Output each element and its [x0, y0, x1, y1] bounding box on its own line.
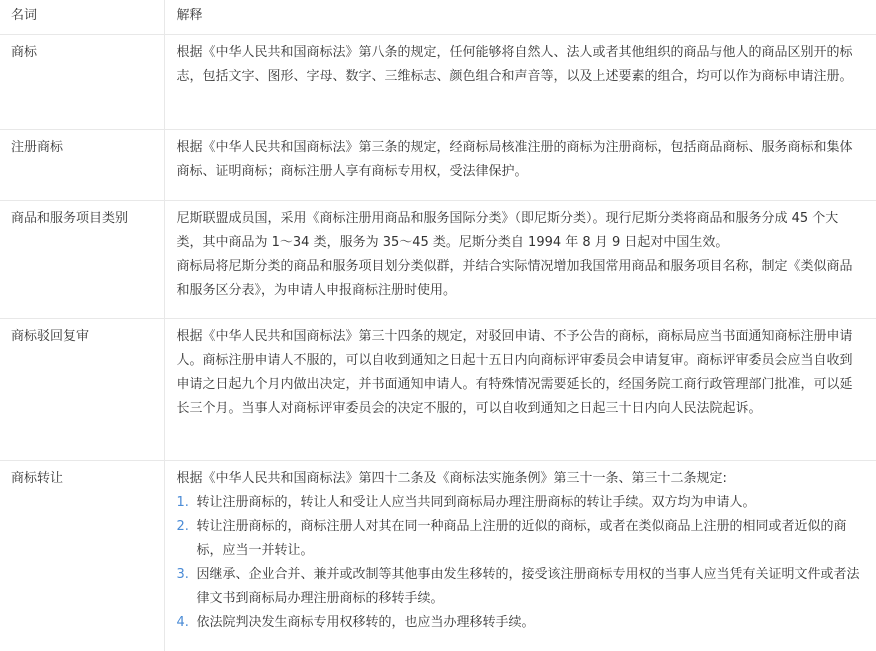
list-number: 1.	[177, 491, 189, 515]
term-cell: 商标转让	[0, 461, 164, 651]
list-item-text: 转让注册商标的，商标注册人对其在同一种商品上注册的近似的商标，或者在类似商品上注册的相同或者近似的商标，应当一并转让。	[197, 519, 847, 558]
list-item	[177, 611, 865, 635]
description-text: 根据《中华人民共和国商标法》第三条的规定，经商标局核准注册的商标为注册商标，包括商品商标、服务商标和集体商标、证明商标；商标注册人享有商标专用权，受法律保护。	[177, 136, 865, 184]
list-item	[177, 491, 865, 515]
description-intro: 根据《中华人民共和国商标法》第四十二条及《商标法实施条例》第三十一条、第三十二条规定:	[177, 467, 865, 491]
table-row	[0, 201, 876, 319]
list-item-text: 依法院判决发生商标专用权移转的，也应当办理移转手续。	[197, 615, 535, 630]
list-item-text: 转让注册商标的，转让人和受让人应当共同到商标局办理注册商标的转让手续。双方均为申请人。	[197, 495, 756, 510]
description-text: 根据《中华人民共和国商标法》第三十四条的规定，对驳回申请、不予公告的商标，商标局应当书面通知商标注册申请人。商标注册申请人不服的，可以自收到通知之日起十五日内向商标评审委员会申请复审。商标评审委员会应当自收到申请之日起九个月内做出决定，并书面通知申请人。有特殊情况需要延长的，经国务院工商行政管理部门批准，可以延长三个月。当事人对商标评审委员会的决定不服的，可以自收到通知之日起三十日内向人民法院起诉。	[177, 325, 865, 421]
list-number: 3.	[177, 563, 189, 587]
description-paragraph-2: 商标局将尼斯分类的商品和服务项目划分类似群，并结合实际情况增加我国常用商品和服务项目名称，制定《类似商品和服务区分表》，为申请人申报商标注册时使用。	[177, 255, 865, 303]
list-item	[177, 563, 865, 611]
header-description: 解释	[164, 0, 876, 35]
description-cell	[164, 319, 876, 461]
description-text: 根据《中华人民共和国商标法》第八条的规定，任何能够将自然人、法人或者其他组织的商品与他人的商品区别开的标志，包括文字、图形、字母、数字、三维标志、颜色组合和声音等，以及上述要素的组合，均可以作为商标申请注册。	[177, 41, 865, 89]
table-header-row	[0, 0, 876, 35]
table-row	[0, 35, 876, 130]
term-cell: 商标驳回复审	[0, 319, 164, 461]
description-cell	[164, 130, 876, 201]
table-row	[0, 130, 876, 201]
description-paragraph-1: 尼斯联盟成员国，采用《商标注册用商品和服务国际分类》（即尼斯分类）。现行尼斯分类将商品和服务分成 45 个大类，其中商品为 1～34 类，服务为 35～45 类。尼斯分类自 1994 年 8 月 9 日起对中国生效。	[177, 207, 865, 255]
list-item-text: 因继承、企业合并、兼并或改制等其他事由发生移转的，接受该注册商标专用权的当事人应当凭有关证明文件或者法律文书到商标局办理注册商标的移转手续。	[197, 567, 860, 606]
list-number: 2.	[177, 515, 189, 539]
description-cell	[164, 461, 876, 651]
transfer-rules-list	[177, 491, 865, 635]
list-number: 4.	[177, 611, 189, 635]
table-row	[0, 319, 876, 461]
description-cell	[164, 201, 876, 319]
header-term: 名词	[0, 0, 164, 35]
list-item	[177, 515, 865, 563]
term-cell: 注册商标	[0, 130, 164, 201]
term-cell: 商品和服务项目类别	[0, 201, 164, 319]
table-row	[0, 461, 876, 651]
term-cell: 商标	[0, 35, 164, 130]
description-cell	[164, 35, 876, 130]
